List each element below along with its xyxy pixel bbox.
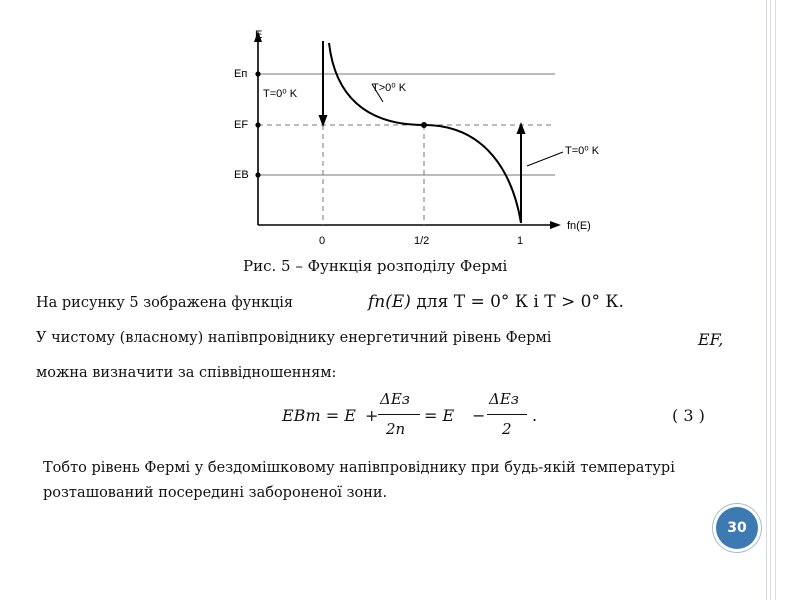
text-line-1 (36, 295, 293, 311)
level-label-EB: EB (234, 169, 249, 181)
x-axis-arrow (550, 221, 561, 229)
formula-den-2: 2 (502, 420, 512, 438)
x-tick-0: 0 (319, 235, 326, 247)
t-positive-curve (329, 43, 521, 223)
slide-border (766, 0, 800, 600)
condition-text: для T = 0° К і T > 0° К. (416, 292, 624, 312)
annotation-tpos: T>0⁰ K (372, 82, 407, 94)
y-axis-label: E (255, 29, 263, 41)
annotation-t0-right: T=0⁰ K (565, 145, 600, 157)
page-number-badge: 30 (716, 507, 758, 549)
formula-num-1: ΔEз (380, 390, 410, 408)
x-tick-half: 1/2 (414, 235, 430, 247)
formula-den-1: 2п (386, 420, 406, 438)
equation-number: ( 3 ) (672, 406, 705, 425)
x-axis-label: fn(E) (567, 220, 591, 232)
conclusion-line-2: розташований посередині забороненої зони. (43, 485, 388, 501)
formula-lhs: EВт = E (282, 406, 356, 425)
formula-num-2: ΔEз (489, 390, 519, 408)
fermi-formula: EВт = E + ΔEз 2п = E − ΔEз 2 . (282, 390, 538, 438)
level-label-EF: EF (234, 119, 249, 131)
conclusion-line-1: Тобто рівень Фермі у бездомішковому напівпровіднику при будь-якій температурі (43, 460, 675, 476)
x-tick-1: 1 (517, 235, 524, 247)
fermi-distribution-figure (225, 25, 605, 257)
annotation-t0-left: T=0⁰ K (263, 88, 298, 100)
formula-mid: = E (424, 406, 455, 425)
level-label-En: Eп (234, 68, 248, 80)
fermi-level-symbol: EF, (698, 330, 724, 349)
text-line-3: можна визначити за співвідношенням: (36, 365, 337, 381)
line1-text: На рисунку 5 зображена функція (36, 295, 294, 311)
text-line-2: У чистому (власному) напівпровіднику енергетичний рівень Фермі (36, 330, 552, 346)
function-symbol: fn(E) для T = 0° К і T > 0° К. (368, 292, 624, 312)
figure-caption: Рис. 5 – Функція розподілу Фермі (243, 257, 508, 275)
